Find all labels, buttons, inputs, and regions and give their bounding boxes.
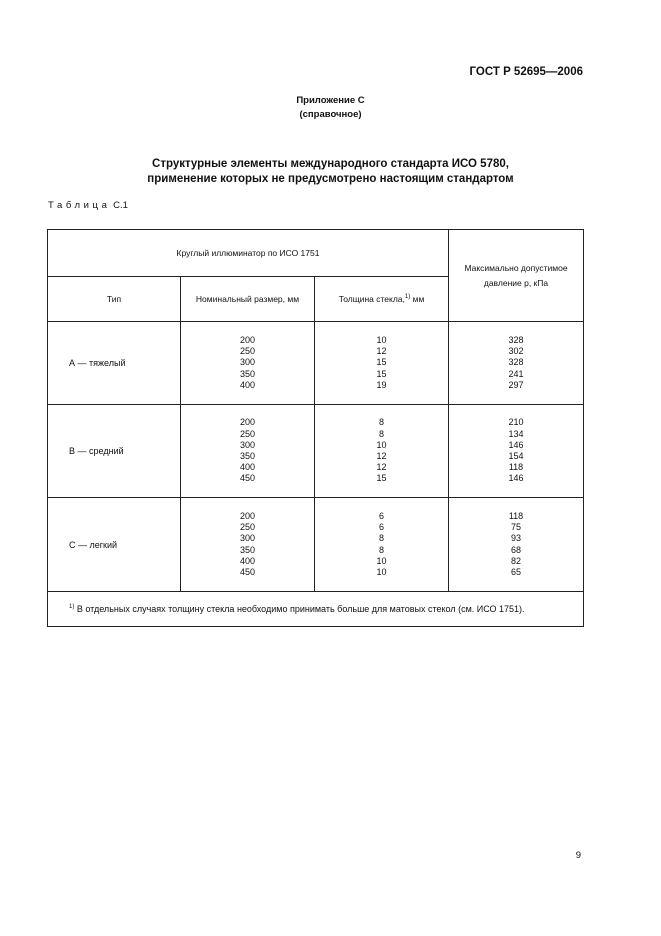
table-value: 134 <box>508 428 524 439</box>
table-value: 250 <box>239 428 256 439</box>
table-caption-number: С.1 <box>113 200 128 211</box>
table-value: 400 <box>239 462 256 473</box>
table-value: 146 <box>508 439 524 450</box>
size-cell <box>181 498 315 592</box>
table-value: 8 <box>378 428 384 439</box>
table-value: 328 <box>508 357 524 368</box>
thickness-cell <box>315 498 449 592</box>
table-value: 250 <box>239 346 256 357</box>
table-value: 400 <box>239 555 256 566</box>
table-value: 302 <box>508 346 524 357</box>
table-value: 6 <box>378 510 384 521</box>
table-value: 146 <box>508 473 524 484</box>
table-value: 350 <box>239 451 256 461</box>
table-value: 118 <box>508 510 524 521</box>
max-pressure-header-line-2: давление p, кПа <box>483 277 549 288</box>
appendix-title: Приложение С <box>296 95 365 106</box>
group-header: Круглый иллюминатор по ИСО 1751 <box>48 230 449 277</box>
page-number: 9 <box>575 850 581 861</box>
heading-line-1: Структурные элементы международного стандарта ИСО 5780, <box>152 158 509 170</box>
table-value: 250 <box>239 522 256 533</box>
table-value: 300 <box>239 533 256 544</box>
table-header-row-1 <box>48 230 584 277</box>
table-value: 154 <box>508 451 524 461</box>
type-cell: В — средний <box>48 405 181 498</box>
table-value: 19 <box>376 379 387 390</box>
footnote <box>48 592 584 627</box>
table-value: 400 <box>239 379 256 390</box>
table-value: 12 <box>376 346 387 357</box>
table-caption <box>48 200 128 211</box>
table-value: 82 <box>510 555 521 566</box>
data-table <box>47 229 584 627</box>
table-value: 297 <box>508 379 524 390</box>
table-value: 15 <box>376 368 387 379</box>
table-value: 6 <box>378 522 384 533</box>
thickness-column-header <box>315 277 449 322</box>
footnote-text: В отдельных случаях толщину стекла необходимо принимать больше для матовых стекол (см. ИСО 1751). <box>74 604 525 614</box>
table-value: 350 <box>239 368 256 379</box>
footnote-mark: 1) <box>69 604 75 610</box>
table-value: 8 <box>378 533 384 544</box>
table-value: 68 <box>510 544 521 555</box>
table-row <box>48 322 584 405</box>
thickness-cell <box>315 322 449 405</box>
max-pressure-header-line-1: Максимально допустимое <box>464 262 568 273</box>
pressure-cell <box>449 405 584 498</box>
table-value: 210 <box>508 417 524 428</box>
table-value: 10 <box>376 439 387 450</box>
table-value: 8 <box>378 417 384 428</box>
heading-line-2: применение которых не предусмотрено настоящим стандартом <box>147 173 514 185</box>
table-value: 10 <box>376 555 387 566</box>
document-code: ГОСТ Р 52695—2006 <box>469 66 583 78</box>
table-value: 300 <box>239 439 256 450</box>
table-value: 450 <box>239 473 256 484</box>
pressure-cell <box>449 322 584 405</box>
type-cell: А — тяжелый <box>48 322 181 405</box>
type-column-header: Тип <box>48 277 181 322</box>
thickness-header-label: Толщина стекла, <box>338 294 405 304</box>
size-cell <box>181 322 315 405</box>
max-pressure-header <box>449 230 584 322</box>
thickness-header-unit: мм <box>410 294 425 304</box>
table-value: 200 <box>239 417 256 428</box>
size-column-header: Номинальный размер, мм <box>181 277 315 322</box>
table-value: 450 <box>239 566 256 577</box>
footnote-row <box>48 592 584 627</box>
thickness-cell <box>315 405 449 498</box>
table-value: 241 <box>508 368 524 379</box>
table-value: 10 <box>376 335 387 346</box>
size-cell <box>181 405 315 498</box>
table-value: 300 <box>239 357 256 368</box>
table-row <box>48 405 584 498</box>
appendix-block <box>0 94 661 122</box>
table-value: 10 <box>376 566 387 577</box>
table-value: 93 <box>510 533 521 544</box>
thickness-footnote-ref: 1) <box>404 294 411 301</box>
table-value: 200 <box>239 510 256 521</box>
table-value: 118 <box>508 462 524 473</box>
appendix-subtitle: (справочное) <box>299 109 362 120</box>
section-heading <box>0 157 661 187</box>
table-value: 350 <box>239 544 256 555</box>
pressure-cell <box>449 498 584 592</box>
table-value: 200 <box>239 335 256 346</box>
type-cell: С — легкий <box>48 498 181 592</box>
table-value: 65 <box>510 566 521 577</box>
table-value: 8 <box>378 544 384 555</box>
table-value: 12 <box>376 462 387 473</box>
table-value: 15 <box>376 473 387 484</box>
table-value: 15 <box>376 357 387 368</box>
table-value: 75 <box>510 522 521 533</box>
table-caption-word: Таблица <box>48 200 111 211</box>
table-row <box>48 498 584 592</box>
table-value: 328 <box>508 335 524 346</box>
table-value: 12 <box>376 451 387 461</box>
